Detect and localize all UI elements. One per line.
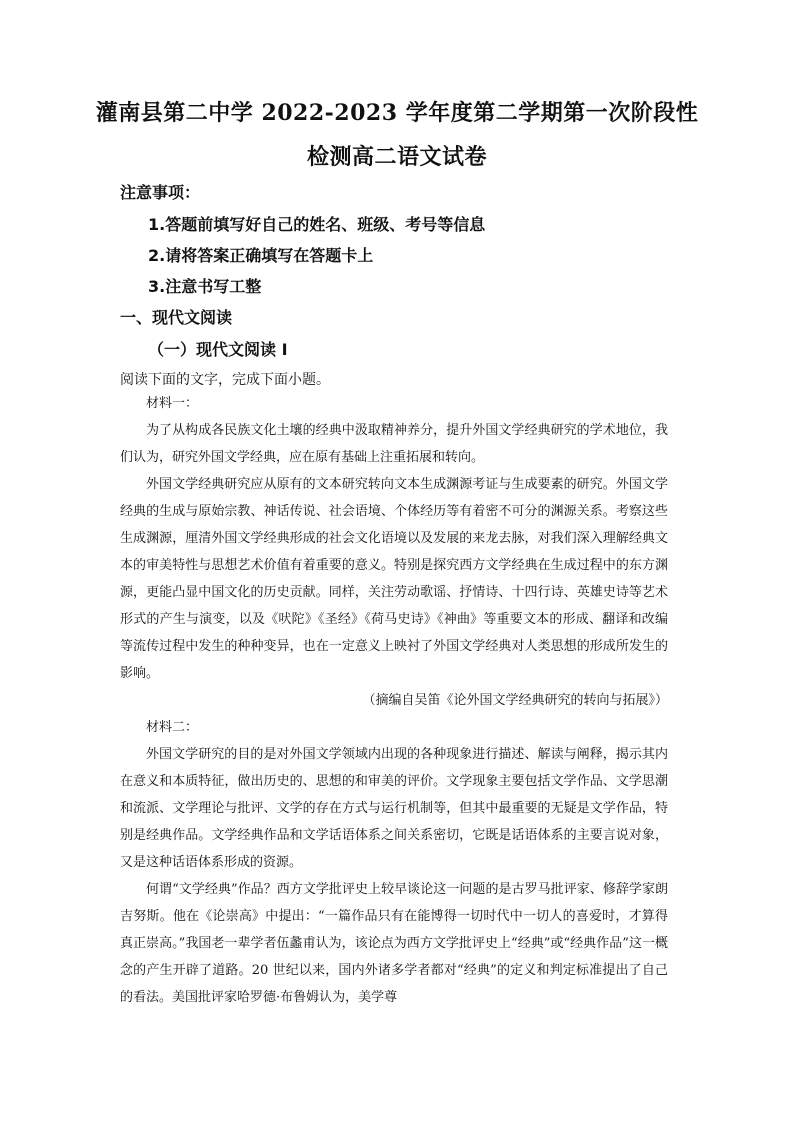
material-two-label: 材料二：	[146, 720, 199, 735]
reading-instruction: 阅读下面的文字，完成下面小题。	[120, 372, 330, 388]
material-one	[120, 390, 668, 1011]
material-two-paragraph: 外国文学研究的目的是对外国文学领域内出现的各种现象进行描述、解读与阐释，揭示其内在意义和本质特征，做出历史的、思想的和审美的评价。文学现象主要包括文学作品、文学思潮和流派、文学理论与批评、文学的存在方式与运行机制等，但其中最重要的无疑是文学作品，特别是经典作品。文学经典作品和文学话语体系之间关系密切，它既是话语体系的主要言说对象，又是这种话语体系形成的资源。	[120, 747, 668, 870]
material-one-paragraph: 为了从构成各民族文化土壤的经典中汲取精神养分，提升外国文学经典研究的学术地位，我们认为，研究外国文学经典，应在原有基础上注重拓展和转向。	[120, 423, 668, 465]
exam-title-line1: 灌南县第二中学 2022-2023 学年度第二学期第一次阶段性	[95, 100, 699, 126]
notice-item: 1.答题前填写好自己的姓名、班级、考号等信息	[148, 215, 486, 234]
material-two-paragraph: 何谓“文学经典”作品？西方文学批评史上较早谈论这一问题的是古罗马批评家、修辞学家朗吉努斯。他在《论崇高》中提出：“一篇作品只有在能博得一切时代中一切人的喜爱时，才算得真正崇高。”我国老一辈学者伍蠡甫认为，该论点为西方文学批评史上“经典”或“经典作品”这一概念的产生开辟了道路。20 世纪以来，国内外诸多学者都对“经典”的定义和判定标准提出了自己的看法。美国批评家哈罗德·布鲁姆认为，美学尊	[120, 882, 668, 1005]
material-one-paragraph: 外国文学经典研究应从原有的文本研究转向文本生成渊源考证与生成要素的研究。外国文学经典的生成与原始宗教、神话传说、社会语境、个体经历等有着密不可分的渊源关系。考察这些生成渊源，厘清外国文学经典形成的社会文化语境以及发展的来龙去脉，对我们深入理解经典文本的审美特性与思想艺术价值有着重要的意义。特别是探究西方文学经典在生成过程中的东方渊源，更能凸显中国文化的历史贡献。同样，关注劳动歌谣、抒情诗、十四行诗、英雄史诗等艺术形式的产生与演变，以及《吠陀》《圣经》《荷马史诗》《神曲》等重要文本的形成、翻译和改编等流传过程中发生的种种变异，也在一定意义上映衬了外国文学经典对人类思想的形成所发生的影响。	[120, 477, 668, 681]
material-one-label: 材料一：	[146, 396, 199, 411]
notice-item: 2.请将答案正确填写在答题卡上	[148, 246, 374, 265]
notice-heading: 注意事项：	[120, 183, 201, 202]
section-heading: 一、现代文阅读	[120, 308, 233, 327]
notice-item: 3.注意书写工整	[148, 277, 262, 296]
section-subheading: （一）现代文阅读 I	[148, 340, 288, 359]
material-one-source: （摘编自吴笛《论外国文学经典研究的转向与拓展》）	[362, 693, 668, 708]
exam-title-line2: 检测高二语文试卷	[306, 144, 487, 170]
